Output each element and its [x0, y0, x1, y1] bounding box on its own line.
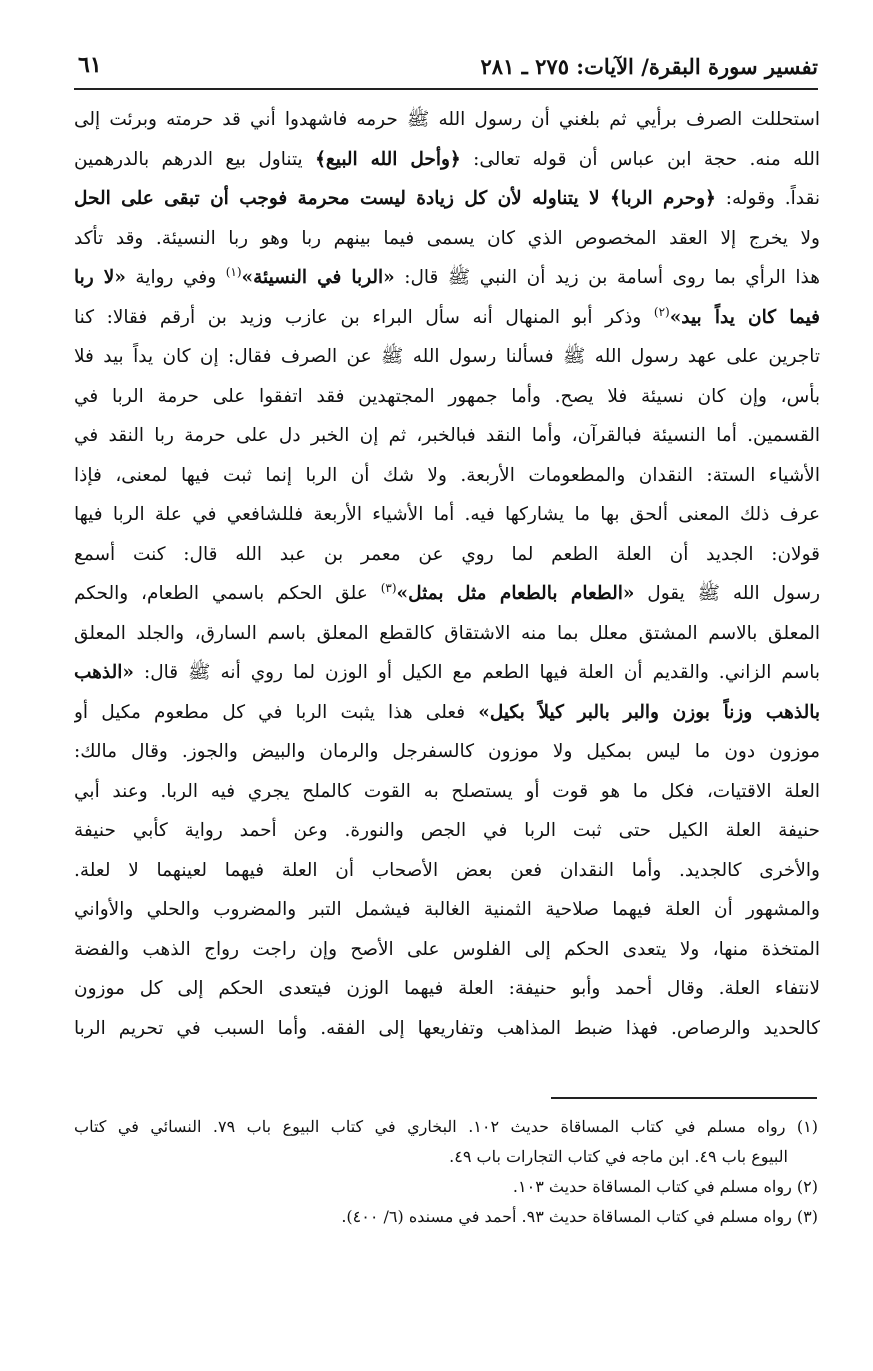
body-text-run: عرف ذلك المعنى ألحق بها ما يشاركها فيه. أما الأشياء الأربعة فللشافعي في علة الربا فيها: [74, 504, 820, 525]
body-text-run: قولان: الجديد أن العلة الطعم لما روي عن معمر بن عبد الله قال: كنت أسمع: [74, 543, 820, 565]
body-text-run: رسول الله ﷺ يقول: [634, 583, 820, 604]
body-line: [74, 969, 820, 1009]
body-line: [74, 851, 820, 891]
footnote-1: (١) رواه مسلم في كتاب المساقاة حديث ١٠٢. البخاري في كتاب البيوع باب ٧٩. النسائي في كتاب: [74, 1117, 819, 1136]
footnote-marker: (٢): [653, 304, 670, 319]
body-line: [74, 179, 820, 219]
body-text-run: باسم الزاني. والقديم أن العلة فيها الطعم مع الكيل أو الوزن لما روي أنه ﷺ قال:: [133, 662, 820, 683]
body-text: [74, 100, 820, 1048]
footnote-marker: (١): [225, 264, 242, 279]
body-line: [74, 574, 820, 614]
footnotes: [74, 1112, 818, 1232]
body-line: [74, 772, 820, 812]
body-text-run: والأخرى كالجديد. وأما النقدان فعن بعض الأصحاب أن العلة فيهما لعينهما لا لعلة.: [74, 859, 820, 881]
footnote-separator: [551, 1097, 817, 1099]
body-text-run: والمشهور أن العلة فيهما صلاحية الثمنية الغالبة فيشمل التبر والمضروب والحلي والأواني: [74, 899, 820, 920]
body-bold-run: «الذهب: [74, 662, 134, 683]
body-bold-run: ﴿وأحل الله البيع﴾: [315, 148, 461, 170]
body-text-run: موزون دون ما ليس بمكيل ولا موزون كالسفرجل والرمان والبيض والجوز. وقال مالك:: [74, 741, 820, 762]
body-line: [74, 890, 820, 930]
body-bold-run: بالذهب وزناً بوزن والبر بالبر كيلاً بكيل»: [478, 701, 820, 723]
body-text-run: حنيفة العلة الكيل حتى ثبت الربا في الجص والنورة. وعن أحمد رواية كأبي حنيفة: [74, 820, 820, 841]
body-line: [74, 693, 820, 733]
body-line: [74, 258, 820, 298]
body-text-run: لانتفاء العلة. وقال أحمد وأبو حنيفة: العلة فيهما الوزن فيتعدى الحكم إلى كل موزون: [74, 978, 820, 999]
body-text-run: فعلى هذا يثبت الربا في كل مطعوم مكيل أو: [74, 701, 479, 723]
body-line: [74, 416, 820, 456]
body-text-run: وفي رواية: [125, 267, 226, 288]
body-bold-run: فيما كان يداً بيد»: [669, 306, 820, 328]
body-text-run: الله منه. حجة ابن عباس أن قوله تعالى:: [460, 148, 820, 170]
body-text-run: نقداً. وقوله:: [715, 188, 820, 209]
body-text-run: يتناول بيع الدرهم بالدرهمين: [74, 148, 316, 170]
body-text-run: ولا يخرج إلا العقد المخصوص الذي كان يسمى فيما بينهم ربا وهو ربا النسيئة. وقد تأكد: [74, 227, 820, 249]
body-text-run: الأشياء الستة: النقدان والمطعومات الأربعة. ولا شك أن الربا إنما ثبت فيها لمعنى، فإذا: [74, 464, 820, 486]
body-bold-run: ﴿وحرم الربا﴾ لا يتناوله لأن كل زيادة ليست محرمة فوجب أن تبقى على الحل: [74, 188, 716, 209]
body-line: [74, 377, 820, 417]
header-rule: [74, 88, 818, 90]
body-line: [74, 219, 820, 259]
body-line: [74, 811, 820, 851]
body-line: [74, 1009, 820, 1049]
body-line: [74, 535, 820, 575]
body-text-run: استحللت الصرف برأيي ثم بلغني أن رسول الله ﷺ حرمه فاشهدوا أني قد حرمته وبرئت إلى: [74, 109, 820, 130]
body-line: [74, 732, 820, 772]
footnote-marker: (٣): [380, 580, 397, 595]
page-number: ٦١: [78, 52, 102, 78]
footnote-1-continued: البيوع باب ٤٩. ابن ماجه في كتاب التجارات باب ٤٩.: [449, 1147, 788, 1166]
body-line: [74, 930, 820, 970]
body-text-run: المعلق بالاسم المشتق معلل بما منه الاشتقاق كالقطع المعلق باسم السارق، والجلد المعلق: [74, 622, 820, 644]
body-text-run: العلة الاقتيات، فكل ما هو قوت أو يستصلح به القوت كالملح يجري فيه الربا. وعند أبي: [74, 780, 820, 802]
body-line: [74, 100, 820, 140]
body-text-run: القسمين. أما النسيئة فبالقرآن، وأما النقد فبالخبر، ثم إن الخبر دل على حرمة ربا النقد في: [74, 425, 820, 446]
body-text-run: وذكر أبو المنهال أنه سأل البراء بن عازب وزيد بن أرقم فقالا: كنا: [74, 306, 654, 328]
body-bold-run: «الطعام بالطعام مثل بمثل»: [396, 583, 635, 604]
body-text-run: علق الحكم باسمي الطعام، والحكم: [74, 583, 381, 604]
footnote-2: (٢) رواه مسلم في كتاب المساقاة حديث ١٠٣.: [512, 1177, 818, 1196]
body-line: [74, 337, 820, 377]
body-text-run: تاجرين على عهد رسول الله ﷺ فسألنا رسول الله ﷺ عن الصرف فقال: إن كان يداً بيد فلا: [74, 346, 820, 367]
body-line: [74, 456, 820, 496]
running-header: [74, 50, 818, 90]
body-bold-run: «الربا في النسيئة»: [241, 267, 395, 288]
footnote-3: (٣) رواه مسلم في كتاب المساقاة حديث ٩٣. أحمد في مسنده (٦/ ٤٠٠).: [341, 1207, 818, 1226]
body-text-run: هذا الرأي بما روى أسامة بن زيد أن النبي ﷺ قال:: [394, 267, 820, 288]
body-line: [74, 614, 820, 654]
body-line: [74, 653, 820, 693]
body-line: [74, 495, 820, 535]
body-bold-run: «لا ربا: [74, 267, 126, 288]
body-line: [74, 140, 820, 180]
running-header-title: تفسير سورة البقرة/ الآيات: ٢٧٥ ـ ٢٨١: [480, 54, 818, 79]
body-line: [74, 298, 820, 338]
body-text-run: المتخذة منها، ولا يتعدى الحكم إلى الفلوس على الأصح وإن راجت رواج الذهب والفضة: [74, 938, 820, 960]
body-text-run: كالحديد والرصاص. فهذا ضبط المذاهب وتفاريعها إلى الفقه. وأما السبب في تحريم الربا: [74, 1017, 820, 1039]
body-text-run: بأس، وإن كان نسيئة فلا يصح. وأما جمهور المجتهدين فقد اتفقوا على حرمة الربا في: [74, 385, 820, 407]
